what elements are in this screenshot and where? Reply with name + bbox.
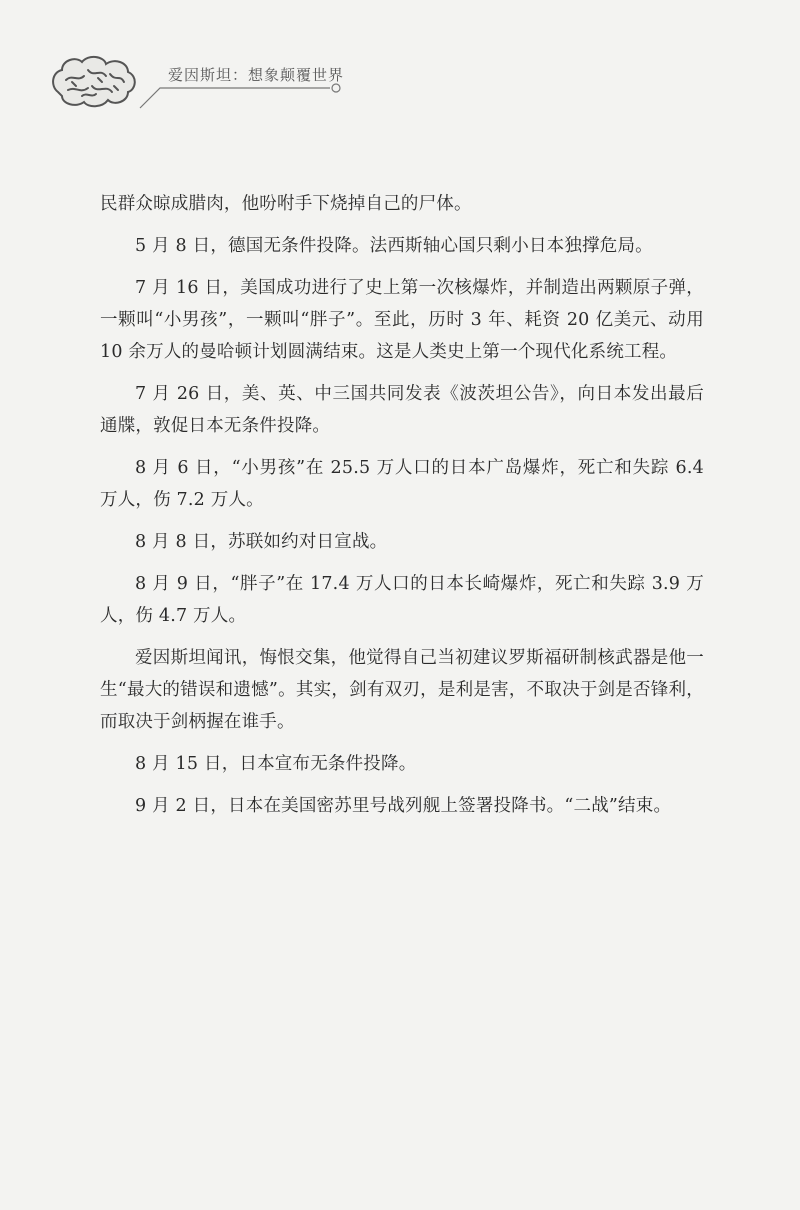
paragraph: 爱因斯坦闻讯，悔恨交集，他觉得自己当初建议罗斯福研制核武器是他一生“最大的错误和遗憾”。其实，剑有双刃，是利是害，不取决于剑是否锋利，而取决于剑柄握在谁手。 [100,648,704,732]
running-header-title: 爱因斯坦：想象颠覆世界 [168,66,345,84]
brain-icon [48,52,140,110]
paragraph: 7 月 26 日，美、英、中三国共同发表《波茨坦公告》，向日本发出最后通牒，敦促日本无条件投降。 [100,384,704,436]
page-header [0,0,800,120]
paragraph: 8 月 9 日，“胖子”在 17.4 万人口的日本长崎爆炸，死亡和失踪 3.9 万人，伤 4.7 万人。 [100,574,704,626]
paragraph: 民群众晾成腊肉，他吩咐手下烧掉自己的尸体。 [100,194,472,214]
paragraph: 9 月 2 日，日本在美国密苏里号战列舰上签署投降书。“二战”结束。 [135,796,672,816]
paragraph: 8 月 15 日，日本宣布无条件投降。 [135,754,417,774]
paragraph: 8 月 6 日，“小男孩”在 25.5 万人口的日本广岛爆炸，死亡和失踪 6.4 万人，伤 7.2 万人。 [100,458,704,510]
paragraph: 7 月 16 日，美国成功进行了史上第一次核爆炸，并制造出两颗原子弹，一颗叫“小男孩”，一颗叫“胖子”。至此，历时 3 年、耗资 20 亿美元、动用 10 余万人的曼哈顿计划圆满结束。这是人类史上第一个现代化系统工程。 [100,278,704,362]
page-body [100,188,704,832]
paragraph: 5 月 8 日，德国无条件投降。法西斯轴心国只剩小日本独撑危局。 [135,236,653,256]
paragraph: 8 月 8 日，苏联如约对日宣战。 [135,532,388,552]
